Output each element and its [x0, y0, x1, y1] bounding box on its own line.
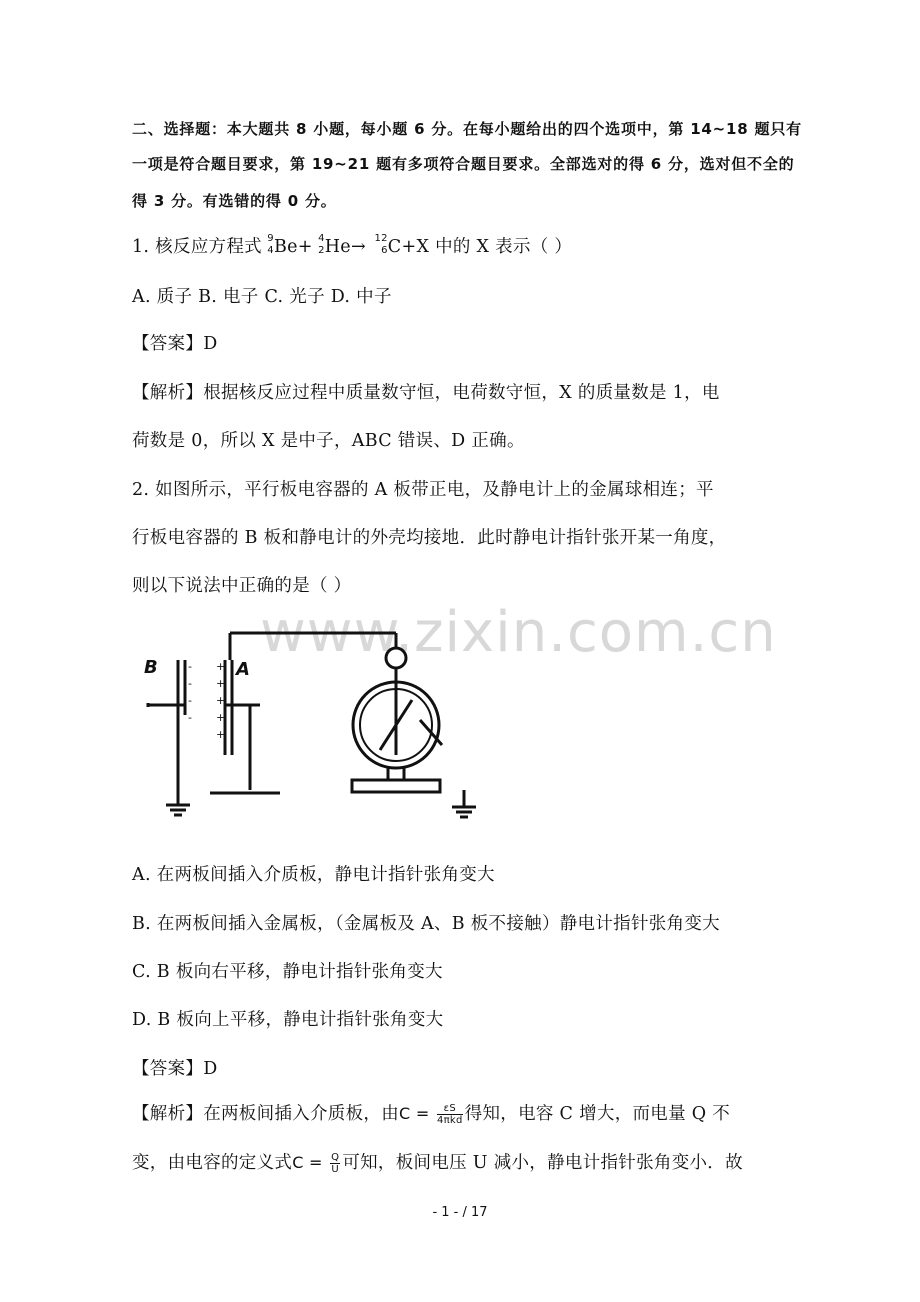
- q1-stem: 1. 核反应方程式 9 4 Be+ 4 2 He→ 12 6 C+X 中的 X 表示（ ）: [132, 233, 573, 257]
- metal-ball: [386, 648, 406, 668]
- svg-text:+: +: [216, 711, 226, 724]
- q1-answer: 【答案】D: [132, 334, 218, 354]
- be-isotope: 9 4: [267, 233, 274, 256]
- electroscope-base: [352, 780, 440, 792]
- q2-option-a: A. 在两板间插入介质板，静电计指针张角变大: [132, 865, 495, 885]
- he-isotope: 4 2: [318, 233, 325, 256]
- label-b: B: [144, 657, 158, 678]
- watermark: www.zixin.com.cn: [260, 600, 777, 665]
- section-header-line1: 二、选择题：本大题共 8 小题，每小题 6 分。在每小题给出的四个选项中，第 14~18 题只有: [132, 120, 802, 138]
- q2-stem-line1: 2. 如图所示，平行板电容器的 A 板带正电，及静电计上的金属球相连；平: [132, 480, 714, 500]
- fraction-q-u: $\frac{Q}{U}$: [331, 1152, 340, 1175]
- q2-stem-line2: 行板电容器的 B 板和静电计的外壳均接地．此时静电计指针张开某一角度，: [132, 528, 727, 548]
- capacitor-electroscope-figure: [130, 625, 490, 825]
- c-isotope: 12 6: [374, 233, 388, 256]
- section-header-line3: 得 3 分。有选错的得 0 分。: [132, 192, 337, 210]
- svg-text:+: +: [216, 677, 226, 690]
- svg-text:+: +: [216, 728, 226, 741]
- section-header-line2: 一项是符合题目要求，第 19~21 题有多项符合题目要求。全部选对的得 6 分，选对但不全的: [132, 155, 795, 173]
- q2-stem-line3: 则以下说法中正确的是（ ）: [132, 576, 352, 596]
- q2-answer: 【答案】D: [132, 1059, 218, 1079]
- svg-text:-: -: [188, 677, 192, 690]
- q1-analysis-line1: 【解析】根据核反应过程中质量数守恒，电荷数守恒，X 的质量数是 1，电: [132, 383, 720, 403]
- svg-text:-: -: [188, 694, 192, 707]
- q1-options: A. 质子 B. 电子 C. 光子 D. 中子: [132, 287, 392, 307]
- svg-text:-: -: [188, 711, 192, 724]
- q1-analysis-line2: 荷数是 0，所以 X 是中子，ABC 错误、D 正确。: [132, 431, 525, 451]
- svg-text:+: +: [216, 660, 226, 673]
- q2-option-b: B. 在两板间插入金属板，（金属板及 A、B 板不接触）静电计指针张角变大: [132, 914, 720, 934]
- q2-option-d: D. B 板向上平移，静电计指针张角变大: [132, 1010, 444, 1030]
- label-a: A: [236, 659, 250, 680]
- q2-option-c: C. B 板向右平移，静电计指针张角变大: [132, 962, 443, 982]
- svg-text:-: -: [188, 660, 192, 673]
- page-footer: - 1 - / 17: [432, 1205, 488, 1220]
- q2-analysis-line1: 【解析】在两板间插入介质板，由C = $\frac{\varepsilon S}{\text{4πkd}}$ 得知，电容 C 增大，而电量 Q 不: [132, 1103, 731, 1126]
- q2-analysis-line2: 变，由电容的定义式C = $\frac{Q}{U}$ 可知，板间电压 U 减小，静电计指针张角变小．故: [132, 1152, 743, 1175]
- svg-text:+: +: [216, 694, 226, 707]
- fraction-es-4pikd: $\frac{\varepsilon S}{\text{4πkd}}$: [436, 1103, 463, 1126]
